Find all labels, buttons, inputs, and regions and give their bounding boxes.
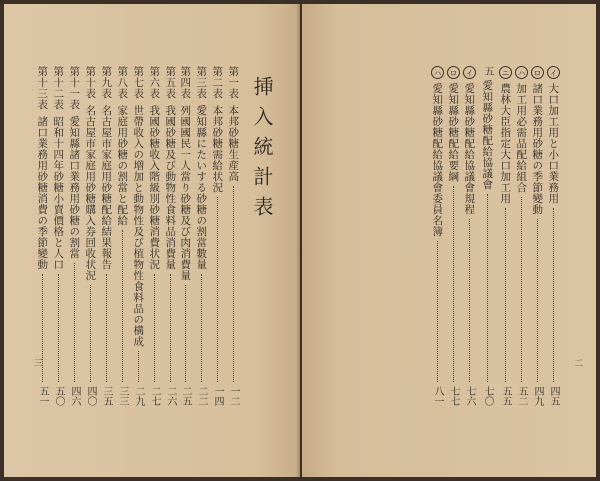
toc-entry	[51, 66, 65, 406]
entry-title: 我國砂糖收入階級別砂糖消費状況	[148, 105, 161, 270]
toc-entry	[430, 66, 444, 406]
toc-entry	[226, 66, 240, 406]
toc-entry	[99, 66, 113, 406]
entry-page-number: 五一	[37, 386, 48, 406]
toc-entry	[83, 66, 97, 406]
entry-page-number: 四九	[532, 386, 543, 406]
entry-number: 第九表	[100, 66, 113, 99]
entry-page-number: 三三	[117, 386, 128, 406]
circled-marker: ロ	[531, 66, 544, 79]
circled-marker: ニ	[499, 66, 512, 79]
toc-entry	[462, 66, 476, 406]
entry-title: 愛知縣砂糖配給要綱	[447, 83, 460, 182]
entry-number: 第十表	[84, 66, 97, 99]
leader-dots	[521, 197, 522, 382]
leader-dots	[90, 285, 91, 382]
entry-title: 大口加工用と小口業務用	[547, 83, 560, 204]
leader-dots	[122, 230, 123, 382]
entry-title: 昭和十四年砂糖小賣價格と人口	[52, 116, 65, 270]
leader-dots	[469, 219, 470, 382]
entry-number: 第八表	[116, 66, 129, 99]
toc-entry	[546, 66, 560, 406]
toc-entry	[194, 66, 208, 406]
entry-title: 諸口業務用砂糖の季節變動	[531, 83, 544, 215]
entry-page-number: 八一	[432, 386, 443, 406]
leader-dots	[505, 208, 506, 382]
entry-page-number: 二九	[133, 386, 144, 406]
entry-title: 名古屋市家庭用砂糖配給結果報告	[100, 105, 113, 270]
entry-title: 加工用必需品配給組合	[515, 83, 528, 193]
leader-dots	[217, 197, 218, 382]
entry-title: 農林大臣指定大口加工用	[499, 83, 512, 204]
entry-page-number: 四〇	[85, 386, 96, 406]
entry-title: 名古屋市家庭用砂糖購入券回收状況	[84, 105, 97, 281]
leader-dots	[74, 263, 75, 382]
entry-number: 第十一表	[68, 66, 81, 110]
leader-dots	[106, 274, 107, 382]
entry-title: 愛知縣にたいする砂糖の割當數量	[195, 105, 208, 270]
entry-title: 愛知縣砂糖配給協議會	[481, 80, 494, 190]
toc-entry	[514, 66, 528, 406]
leader-dots	[185, 285, 186, 382]
toc-entry	[498, 66, 512, 406]
entry-number: 第六表	[148, 66, 161, 99]
toc-entry	[35, 66, 49, 406]
entry-page-number: 二二	[196, 386, 207, 406]
circled-marker: ハ	[515, 66, 528, 79]
right-page	[302, 4, 596, 477]
entry-page-number: 四六	[69, 386, 80, 406]
entry-page-number: 三五	[101, 386, 112, 406]
toc-entry	[147, 66, 161, 406]
circled-marker: ロ	[447, 66, 460, 79]
entry-title: 世帶收入の増加と動物性及び植物性食料品の構成	[132, 105, 145, 347]
toc-entry	[480, 66, 494, 406]
page-folio-right: 二	[574, 359, 584, 369]
circled-marker: イ	[547, 66, 560, 79]
entry-title: 愛知縣諸口業務用砂糖の割當	[68, 116, 81, 259]
entry-number: 第四表	[179, 66, 192, 99]
leader-dots	[138, 351, 139, 382]
entry-number: 第三表	[195, 66, 208, 99]
entry-number: 第一表	[227, 66, 240, 99]
leader-dots	[487, 194, 488, 382]
entry-page-number: 二六	[165, 386, 176, 406]
leader-dots	[233, 186, 234, 382]
circled-marker: ハ	[431, 66, 444, 79]
toc-entry	[67, 66, 81, 406]
toc-entry	[178, 66, 192, 406]
entry-page-number: 七六	[464, 386, 475, 406]
entry-page-number: 五〇	[53, 386, 64, 406]
section-number: 五	[482, 66, 493, 76]
entry-title: 本邦砂糖需給状況	[211, 105, 224, 193]
entry-title: 我國砂糖及び動物性食料品消費量	[164, 105, 177, 270]
entry-title: 愛知縣砂糖配給協議會委員名簿	[431, 83, 444, 237]
entry-page-number: 四五	[548, 386, 559, 406]
toc-entry	[115, 66, 129, 406]
leader-dots	[553, 208, 554, 382]
entry-title: 列國國民一人當り砂糖及び肉消費量	[179, 105, 192, 281]
entry-number: 第七表	[132, 66, 145, 99]
toc-entry	[131, 66, 145, 406]
entry-page-number: 五二	[516, 386, 527, 406]
entry-page-number: 一二	[228, 386, 239, 406]
toc-entry	[530, 66, 544, 406]
leader-dots	[201, 274, 202, 382]
leader-dots	[453, 186, 454, 382]
leader-dots	[154, 274, 155, 382]
circled-marker: イ	[463, 66, 476, 79]
leader-dots	[58, 274, 59, 382]
page-folio-left: 三	[34, 359, 44, 369]
entry-title: 家庭用砂糖の割當と配給	[116, 105, 129, 226]
leader-dots	[170, 274, 171, 382]
entry-number: 第五表	[164, 66, 177, 99]
entry-page-number: 一四	[212, 386, 223, 406]
leader-dots	[537, 219, 538, 382]
entry-title: 愛知縣砂糖配給協議會規程	[463, 83, 476, 215]
toc-entry	[446, 66, 460, 406]
leader-dots	[437, 241, 438, 382]
entry-number: 第十二表	[52, 66, 65, 110]
entry-page-number: 七七	[448, 386, 459, 406]
entry-page-number: 二五	[180, 386, 191, 406]
entry-page-number: 五五	[500, 386, 511, 406]
entry-number: 第二表	[211, 66, 224, 99]
left-page	[4, 4, 300, 477]
entry-title: 諸口業務用砂糖消費の季節變動	[36, 116, 49, 270]
entry-number: 第十三表	[36, 66, 49, 110]
toc-entry	[163, 66, 177, 406]
entry-page-number: 二七	[149, 386, 160, 406]
toc-entry	[210, 66, 224, 406]
page-heading: 挿入統計表	[250, 76, 274, 226]
entry-title: 本邦砂糖生産高	[227, 105, 240, 182]
entry-page-number: 七〇	[482, 386, 493, 406]
